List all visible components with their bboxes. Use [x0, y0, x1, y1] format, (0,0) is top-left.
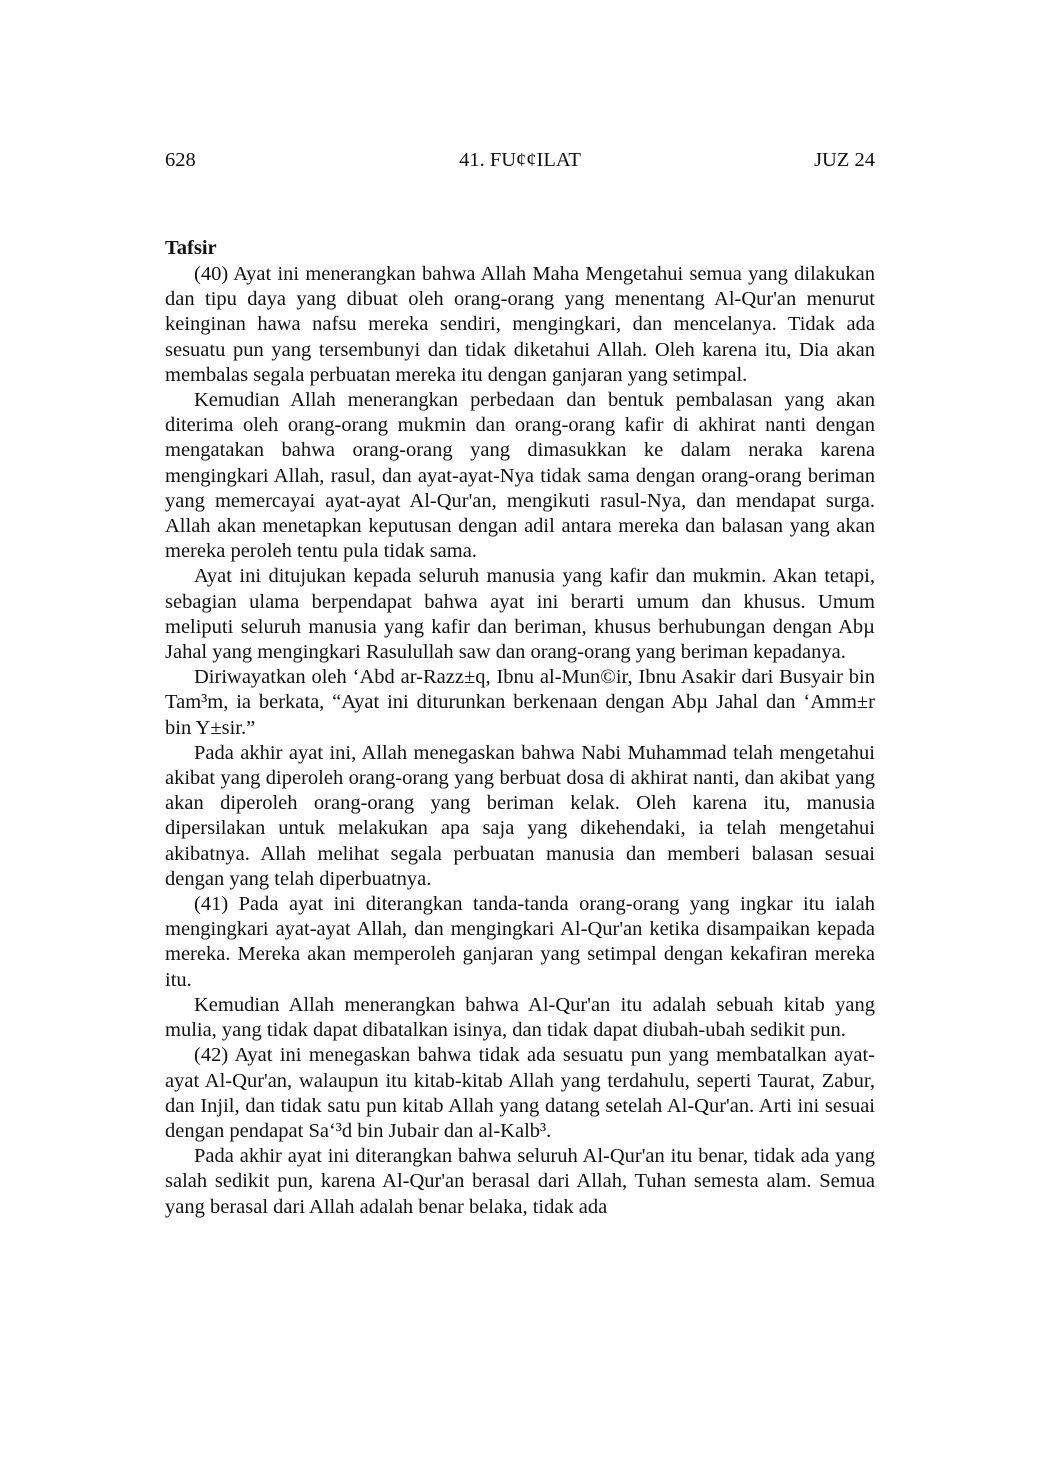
page-number: 628 — [165, 149, 196, 171]
paragraph: (41) Pada ayat ini diterangkan tanda-tanda orang-orang yang ingkar itu ialah mengingkari ayat-ayat Allah, dan mengingkari Al-Qur'an ketika disampaikan kepada mereka. Mereka akan memperoleh ganjaran yang setimpal dengan kekafiran mereka itu. — [165, 893, 875, 991]
paragraph: Ayat ini ditujukan kepada seluruh manusia yang kafir dan mukmin. Akan tetapi, sebagian ulama berpendapat bahwa ayat ini berarti umum dan khusus. Umum meliputi seluruh manusia yang kafir dan beriman, khusus berhubungan dengan Abµ Jahal yang mengingkari Rasulullah saw dan orang-orang yang beriman kepadanya. — [165, 565, 875, 664]
chapter-title: 41. FU¢¢ILAT — [459, 149, 581, 171]
paragraph: Diriwayatkan oleh ‘Abd ar-Razz±q, Ibnu al-Mun©ir, Ibnu Asakir dari Busyair bin Tam³m, ia berkata, “Ayat ini diturunkan berkenaan dengan Abµ Jahal dan ‘Amm±r bin Y±sir.” — [165, 666, 875, 739]
paragraph: Kemudian Allah menerangkan perbedaan dan bentuk pembalasan yang akan diterima oleh orang-orang mukmin dan orang-orang kafir di akhirat nanti dengan mengatakan bahwa orang-orang yang dimasukkan ke dalam neraka karena mengingkari Allah, rasul, dan ayat-ayat-Nya tidak sama dengan orang-orang beriman yang memercayai ayat-ayat Al-Qur'an, mengikuti rasul-Nya, dan mendapat surga. Allah akan menetapkan keputusan dengan adil antara mereka dan balasan yang akan mereka peroleh tentu pula tidak sama. — [165, 389, 875, 563]
section-heading: Tafsir — [165, 237, 217, 259]
page-header — [165, 146, 875, 174]
juz-label: JUZ 24 — [814, 149, 875, 171]
paragraph: Pada akhir ayat ini diterangkan bahwa seluruh Al-Qur'an itu benar, tidak ada yang salah sedikit pun, karena Al-Qur'an berasal dari Allah, Tuhan semesta alam. Semua yang berasal dari Allah adalah benar belaka, tidak ada — [165, 1145, 875, 1218]
page-body — [165, 235, 875, 1220]
paragraph: (42) Ayat ini menegaskan bahwa tidak ada sesuatu pun yang membatalkan ayat-ayat Al-Qur'an, walaupun itu kitab-kitab Allah yang terdahulu, seperti Taurat, Zabur, dan Injil, dan tidak satu pun kitab Allah yang datang setelah Al-Qur'an. Arti ini sesuai dengan pendapat Sa‘³d bin Jubair dan al-Kalb³. — [165, 1044, 875, 1142]
paragraph: (40) Ayat ini menerangkan bahwa Allah Maha Mengetahui semua yang dilakukan dan tipu daya yang dibuat oleh orang-orang yang menentang Al-Qur'an menurut keinginan hawa nafsu mereka sendiri, mengingkari, dan mencelanya. Tidak ada sesuatu pun yang tersembunyi dan tidak diketahui Allah. Oleh karena itu, Dia akan membalas segala perbuatan mereka itu dengan ganjaran yang setimpal. — [165, 263, 875, 386]
paragraph: Kemudian Allah menerangkan bahwa Al-Qur'an itu adalah sebuah kitab yang mulia, yang tidak dapat dibatalkan isinya, dan tidak dapat diubah-ubah sedikit pun. — [165, 993, 875, 1042]
paragraph: Pada akhir ayat ini, Allah menegaskan bahwa Nabi Muhammad telah mengetahui akibat yang diperoleh orang-orang yang berbuat dosa di akhirat nanti, dan akibat yang akan diperoleh orang-orang yang beriman kelak. Oleh karena itu, manusia dipersilakan untuk melakukan apa saja yang dikehendaki, ia telah mengetahui akibatnya. Allah melihat segala perbuatan manusia dan memberi balasan sesuai dengan yang telah diperbuatnya. — [165, 741, 875, 890]
